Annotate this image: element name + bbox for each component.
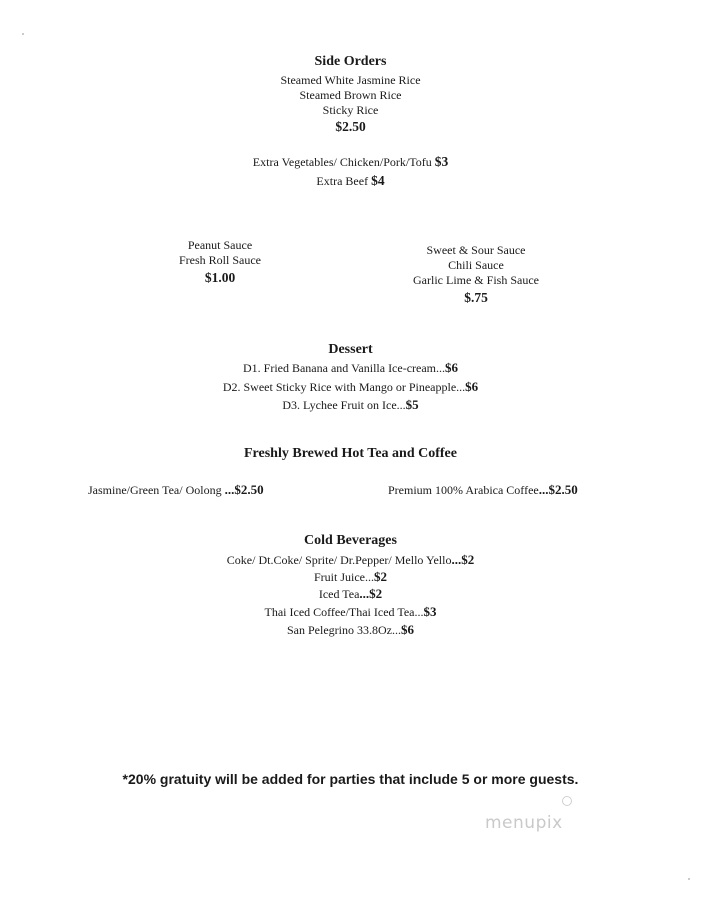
extra-item [0,154,701,170]
sauce-item: Garlic Lime & Fish Sauce [413,273,539,287]
side-item: Sticky Rice [322,103,379,117]
cold-beverages-heading: Cold Beverages [304,533,397,548]
side-orders-heading: Side Orders [314,54,387,69]
dessert-heading: Dessert [328,342,373,357]
sauce-item: Fresh Roll Sauce [179,253,261,267]
dessert-item: D1. Fried Banana and Vanilla Ice-cream...$6 [242,360,459,375]
extra-item-label: Extra Beef [316,174,369,188]
hot-drink-tea: Jasmine/Green Tea/ Oolong ...$2.50 [88,482,264,497]
side-item: Steamed Brown Rice [299,88,402,102]
scan-speck [688,878,690,880]
side-item: Steamed White Jasmine Rice [280,73,421,87]
hot-drinks-heading: Freshly Brewed Hot Tea and Coffee [244,446,457,461]
extra-item-price: $3 [434,154,449,169]
scan-speck [22,33,24,35]
sauce-item: Sweet & Sour Sauce [426,243,526,257]
sauces-right-price: $.75 [464,290,488,305]
dessert-item: D2. Sweet Sticky Rice with Mango or Pineapple...$6 [222,379,479,394]
beverage-item: Iced Tea...$2 [318,586,383,601]
sauces-right-group [376,243,576,305]
sauces-left-price: $1.00 [204,270,236,285]
sauces-left-group [130,238,310,285]
sauce-item: Peanut Sauce [187,238,253,252]
beverage-item: Fruit Juice...$2 [314,569,387,584]
side-orders-price: $2.50 [335,119,366,134]
beverage-item: Coke/ Dt.Coke/ Sprite/ Dr.Pepper/ Mello Yello...$2 [226,552,475,567]
extra-item-label: Extra Vegetables/ Chicken/Pork/Tofu [252,155,432,169]
hot-drink-coffee: Premium 100% Arabica Coffee...$2.50 [388,482,578,497]
extra-item [0,173,701,189]
extra-item-price: $4 [371,173,385,188]
dessert-item: D3. Lychee Fruit on Ice...$5 [282,397,419,412]
beverage-item: Thai Iced Coffee/Thai Iced Tea...$3 [264,604,437,619]
watermark-logo-icon [562,796,572,806]
gratuity-note: *20% gratuity will be added for parties that include 5 or more guests. [122,771,579,787]
watermark: menupix [485,813,563,833]
beverage-item: San Pelegrino 33.8Oz...$6 [287,622,414,637]
sauce-item: Chili Sauce [448,258,504,272]
